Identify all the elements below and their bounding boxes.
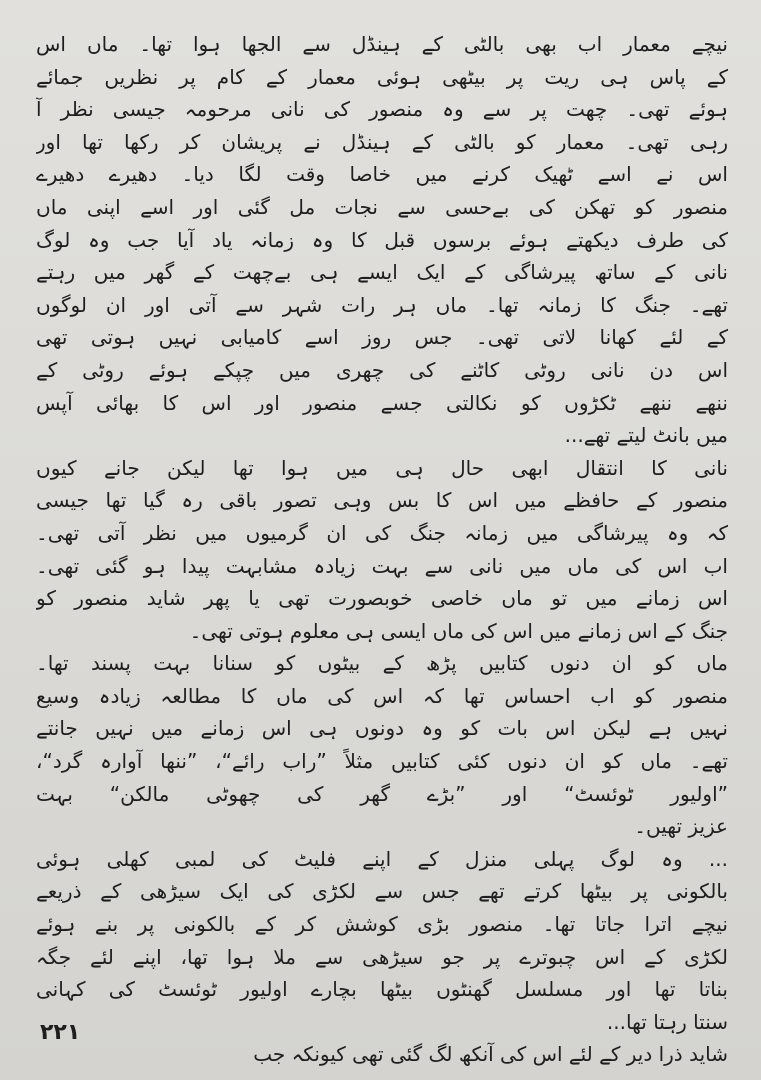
text-line: شاید ذرا دیر کے لئے اس کی آنکھ لگ گئی تھی کیونکہ جب xyxy=(253,1042,728,1067)
text-line: بناتا تھا اور مسلسل گھنٹوں بیٹھا بچارے اولیور ٹوئسٹ کی کہانی xyxy=(36,977,728,1002)
text-line: کی طرف دیکھتے ہوئے برسوں قبل کا وہ زمانہ یاد آیا جب وہ لوگ xyxy=(36,227,728,252)
text-line: منصور کو تھکن کی بےحسی سے نجات مل گئی اور اسے اپنی ماں xyxy=(36,194,728,219)
paragraph xyxy=(36,28,728,452)
text-line: لکڑی کے اس چبوترے پر جو سیڑھی سے ملا ہوا تھا، اپنے لئے جگہ xyxy=(36,944,728,969)
text-line: اس نے اسے ٹھیک کرنے میں خاصا وقت لگا دیا۔ دھیرے دھیرے xyxy=(36,162,728,187)
text-line: ”اولیور ٹوئسٹ“ اور ”بڑے گھر کی چھوٹی مالکن“ بہت xyxy=(36,781,728,806)
text-line: کے پاس ہی ریت پر بیٹھی ہوئی معمار کے کام پر نظریں جمائے xyxy=(36,64,728,89)
paragraph xyxy=(36,452,728,648)
text-line: نہیں ہے لیکن اس بات کو وہ دونوں ہی اس زمانے میں نہیں جانتے xyxy=(36,716,728,741)
text-line: منصور کو اب احساس تھا کہ اس کی ماں کا مطالعہ زیادہ وسیع xyxy=(36,683,728,708)
text-line: عزیز تھیں۔ xyxy=(634,814,728,839)
paragraph xyxy=(36,647,728,843)
text-line: بالکونی پر بیٹھا کرتے تھے جس سے لکڑی کی ایک سیڑھی کے ذریعے xyxy=(36,879,728,904)
text-line: میں بانٹ لیتے تھے... xyxy=(564,423,728,448)
paragraph xyxy=(36,1038,728,1071)
text-line: ہوئے تھی۔ چھت پر سے وہ منصور کی نانی مرحومہ جیسی نظر آ xyxy=(36,97,728,122)
text-line: منصور کے حافظے میں اس کا بس وہی تصور باقی رہ گیا تھا جیسی xyxy=(36,488,728,513)
text-line: نیچے اترا جاتا تھا۔ منصور بڑی کوشش کر کے بالکونی پر بنے ہوئے xyxy=(36,912,728,937)
text-line: اس دن نانی روٹی کاٹنے کی چھری میں چپکے ہوئے روٹی کے xyxy=(36,357,728,382)
paragraph xyxy=(36,843,728,1039)
text-line: تھے۔ جنگ کا زمانہ تھا۔ ماں ہر رات شہر سے آتی اور ان لوگوں xyxy=(36,292,728,317)
text-line: جنگ کے اس زمانے میں اس کی ماں ایسی ہی معلوم ہوتی تھی۔ xyxy=(189,618,728,643)
text-line: اب اس کی ماں میں نانی سے بہت زیادہ مشابہت پیدا ہو گئی تھی۔ xyxy=(36,553,728,578)
text-line: نانی کا انتقال ابھی حال ہی میں ہوا تھا لیکن جانے کیوں xyxy=(36,455,728,480)
page-number: ۲۲۱ xyxy=(40,1020,81,1045)
text-line: نیچے معمار اب بھی بالٹی کے ہینڈل سے الجھا ہوا تھا۔ ماں اس xyxy=(36,32,728,56)
text-line: ... وہ لوگ پہلی منزل کے اپنے فلیٹ کی لمبی کھلی ہوئی xyxy=(36,846,728,871)
text-line: کہ وہ پیرشاگی میں زمانہ جنگ کی ان گرمیوں میں نظر آتی تھی۔ xyxy=(36,520,728,545)
body-text xyxy=(36,28,728,1071)
text-line: کے لئے کھانا لاتی تھی۔ جس روز اسے کامیابی نہیں ہوتی تھی xyxy=(36,325,728,350)
text-line: رہی تھی۔ معمار کو بالٹی کے ہینڈل نے پریشان کر رکھا تھا اور xyxy=(36,129,728,154)
text-line: نانی کے ساتھ پیرشاگی کے ایک ایسے ہی بےچھت کے گھر میں رہتے xyxy=(36,260,728,285)
text-line: ماں کو ان دنوں کتابیں پڑھ کے بیٹوں کو سنانا بہت پسند تھا۔ xyxy=(36,651,728,676)
text-line: ننھے ننھے ٹکڑوں کو نکالتی جسے منصور اور اس کا بھائی آپس xyxy=(36,390,728,415)
text-line: سنتا رہتا تھا... xyxy=(606,1009,728,1034)
text-line: تھے۔ ماں کو ان دنوں کئی کتابیں مثلاً ”راب رائے“، ”ننھا آوارہ گرد“، xyxy=(36,749,728,774)
text-line: اس زمانے میں تو ماں خاصی خوبصورت تھی یا پھر شاید منصور کو xyxy=(36,586,728,611)
